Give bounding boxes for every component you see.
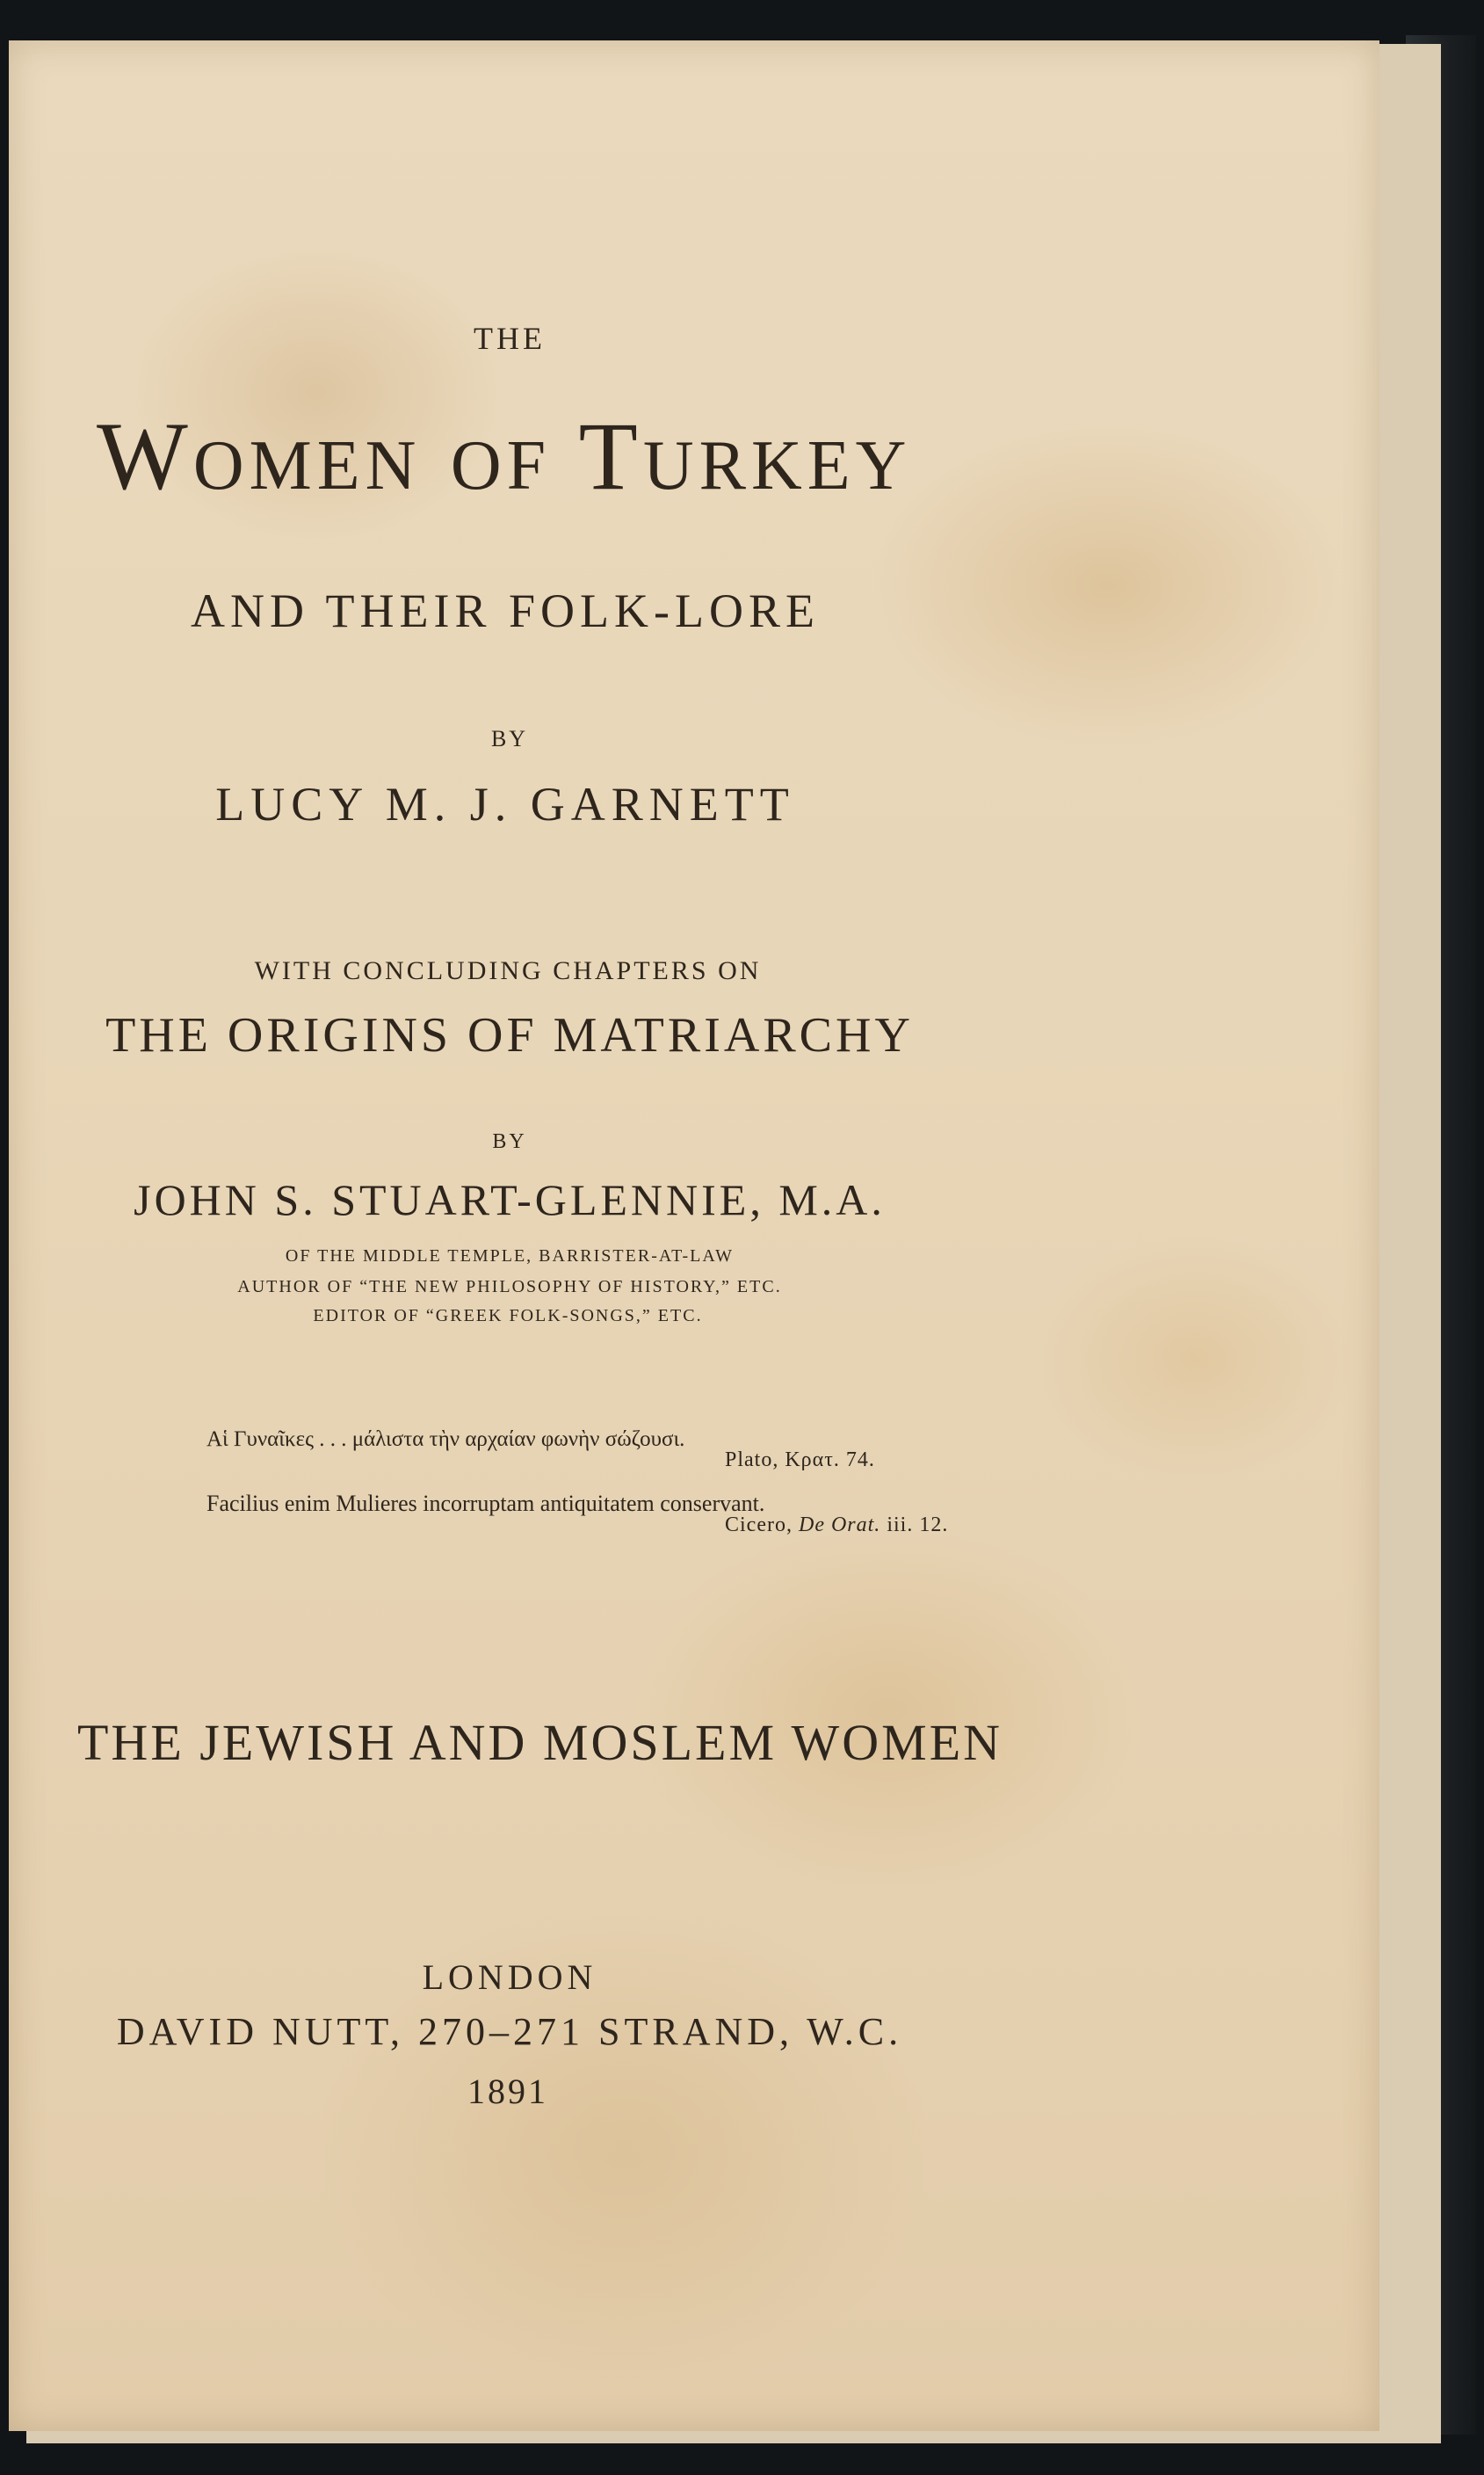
title-page — [9, 40, 1379, 2431]
epigraph-latin: Facilius enim Mulieres incorruptam antiquitatem conservant. — [206, 1491, 765, 1516]
credential-line-3: EDITOR OF “GREEK FOLK-SONGS,” ETC. — [313, 1306, 703, 1325]
epigraph-latin-attribution — [725, 1513, 948, 1537]
title-of: OF — [450, 427, 552, 504]
by-label-1: BY — [490, 726, 529, 751]
publisher: DAVID NUTT, 270–271 STRAND, W.C. — [116, 2010, 903, 2053]
credential-line-2: AUTHOR OF “THE NEW PHILOSOPHY OF HISTORY,” ETC. — [237, 1277, 782, 1296]
subtitle: AND THEIR FOLK-LORE — [191, 584, 820, 637]
concluding-chapters-label: WITH CONCLUDING CHAPTERS ON — [254, 956, 762, 985]
epigraph-greek-attribution: Plato, Κρατ. 74. — [725, 1448, 875, 1471]
credential-line-1: OF THE MIDDLE TEMPLE, BARRISTER-AT-LAW — [285, 1246, 735, 1266]
origins-title: THE ORIGINS OF MATRIARCHY — [105, 1008, 914, 1063]
title-urkey: URKEY — [642, 427, 912, 504]
main-title — [97, 401, 911, 512]
attr-name: Cicero, — [725, 1513, 793, 1536]
attr-ref: iii. 12. — [887, 1513, 949, 1536]
epigraph-greek: Αἱ Γυναῖκες . . . μάλιστα τὴν αρχαίαν φωνὴν σώζουσι. — [206, 1427, 685, 1451]
title-omen: OMEN — [192, 427, 422, 504]
by-label-2: BY — [492, 1130, 527, 1153]
volume-title: THE JEWISH AND MOSLEM WOMEN — [77, 1714, 1003, 1771]
author-garnett: LUCY M. J. GARNETT — [215, 778, 795, 831]
publication-place: LONDON — [422, 1957, 597, 1997]
author-stuart-glennie: JOHN S. STUART-GLENNIE, M.A. — [134, 1175, 886, 1224]
attr-work: De Orat. — [798, 1513, 881, 1536]
title-w: W — [97, 403, 193, 510]
title-the: THE — [474, 321, 546, 356]
title-t: T — [578, 403, 643, 510]
publication-year: 1891 — [467, 2072, 548, 2111]
